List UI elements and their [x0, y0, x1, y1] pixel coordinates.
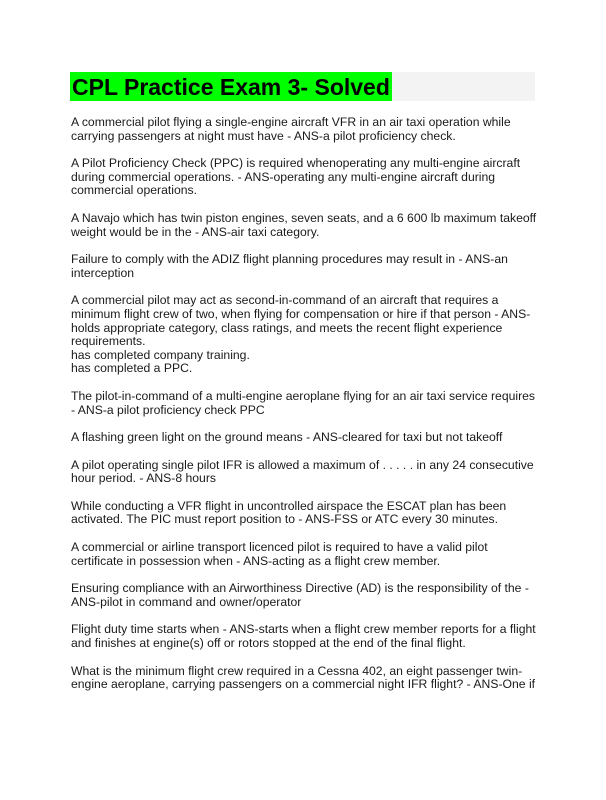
- question-paragraph: A commercial or airline transport licenced pilot is required to have a valid pilot certificate in possession when - ANS-acting as a flight crew member.: [71, 540, 488, 568]
- question-paragraph: What is the minimum flight crew required in a Cessna 402, an eight passenger twin-engine aeroplane, carrying passengers on a commercial night IFR flight? - ANS-One if: [71, 663, 536, 692]
- question-paragraph: Failure to comply with the ADIZ flight planning procedures may result in - ANS-an interception: [71, 252, 508, 280]
- question-paragraph: A Pilot Proficiency Check (PPC) is required whenoperating any multi-engine aircraft during commercial operations. - ANS-operating any multi-engine aircraft during commercial operations.: [71, 156, 521, 198]
- question-paragraph: A pilot operating single pilot IFR is allowed a maximum of . . . . . in any 24 consecutive hour period. - ANS-8 hours: [71, 457, 534, 486]
- question-paragraph: Ensuring compliance with an Airworthiness Directive (AD) is the responsibility of the - ANS-pilot in command and owner/operator: [71, 581, 529, 609]
- page-title: CPL Practice Exam 3- Solved: [72, 74, 390, 100]
- question-paragraph: Flight duty time starts when - ANS-starts when a flight crew member reports for a flight and finishes at engine(s) off or rotors stopped at the end of the final flight.: [71, 622, 536, 651]
- question-paragraph: A flashing green light on the ground means - ANS-cleared for taxi but not takeoff: [71, 430, 503, 445]
- question-paragraph: The pilot-in-command of a multi-engine aeroplane flying for an air taxi service requires - ANS-a pilot proficiency check PPC: [71, 388, 536, 417]
- question-paragraph: While conducting a VFR flight in uncontrolled airspace the ESCAT plan has been activated. The PIC must report position to - ANS-FSS or ATC every 30 minutes.: [71, 498, 507, 527]
- question-paragraph: A commercial pilot flying a single-engine aircraft VFR in an air taxi operation while carrying passengers at night must have - ANS-a pilot proficiency check.: [71, 115, 511, 143]
- question-list: [71, 116, 541, 706]
- question-paragraph: A commercial pilot may act as second-in-command of an aircraft that requires a minimum flight crew of two, when flying for compensation or hire if that person - ANS-holds appropriate category, class ratings, and meets the recent flight experience requirements. has completed company training. has completed a PPC.: [71, 293, 531, 376]
- question-paragraph: A Navajo which has twin piston engines, seven seats, and a 6 600 lb maximum takeoff weight would be in the - ANS-air taxi category.: [71, 210, 537, 239]
